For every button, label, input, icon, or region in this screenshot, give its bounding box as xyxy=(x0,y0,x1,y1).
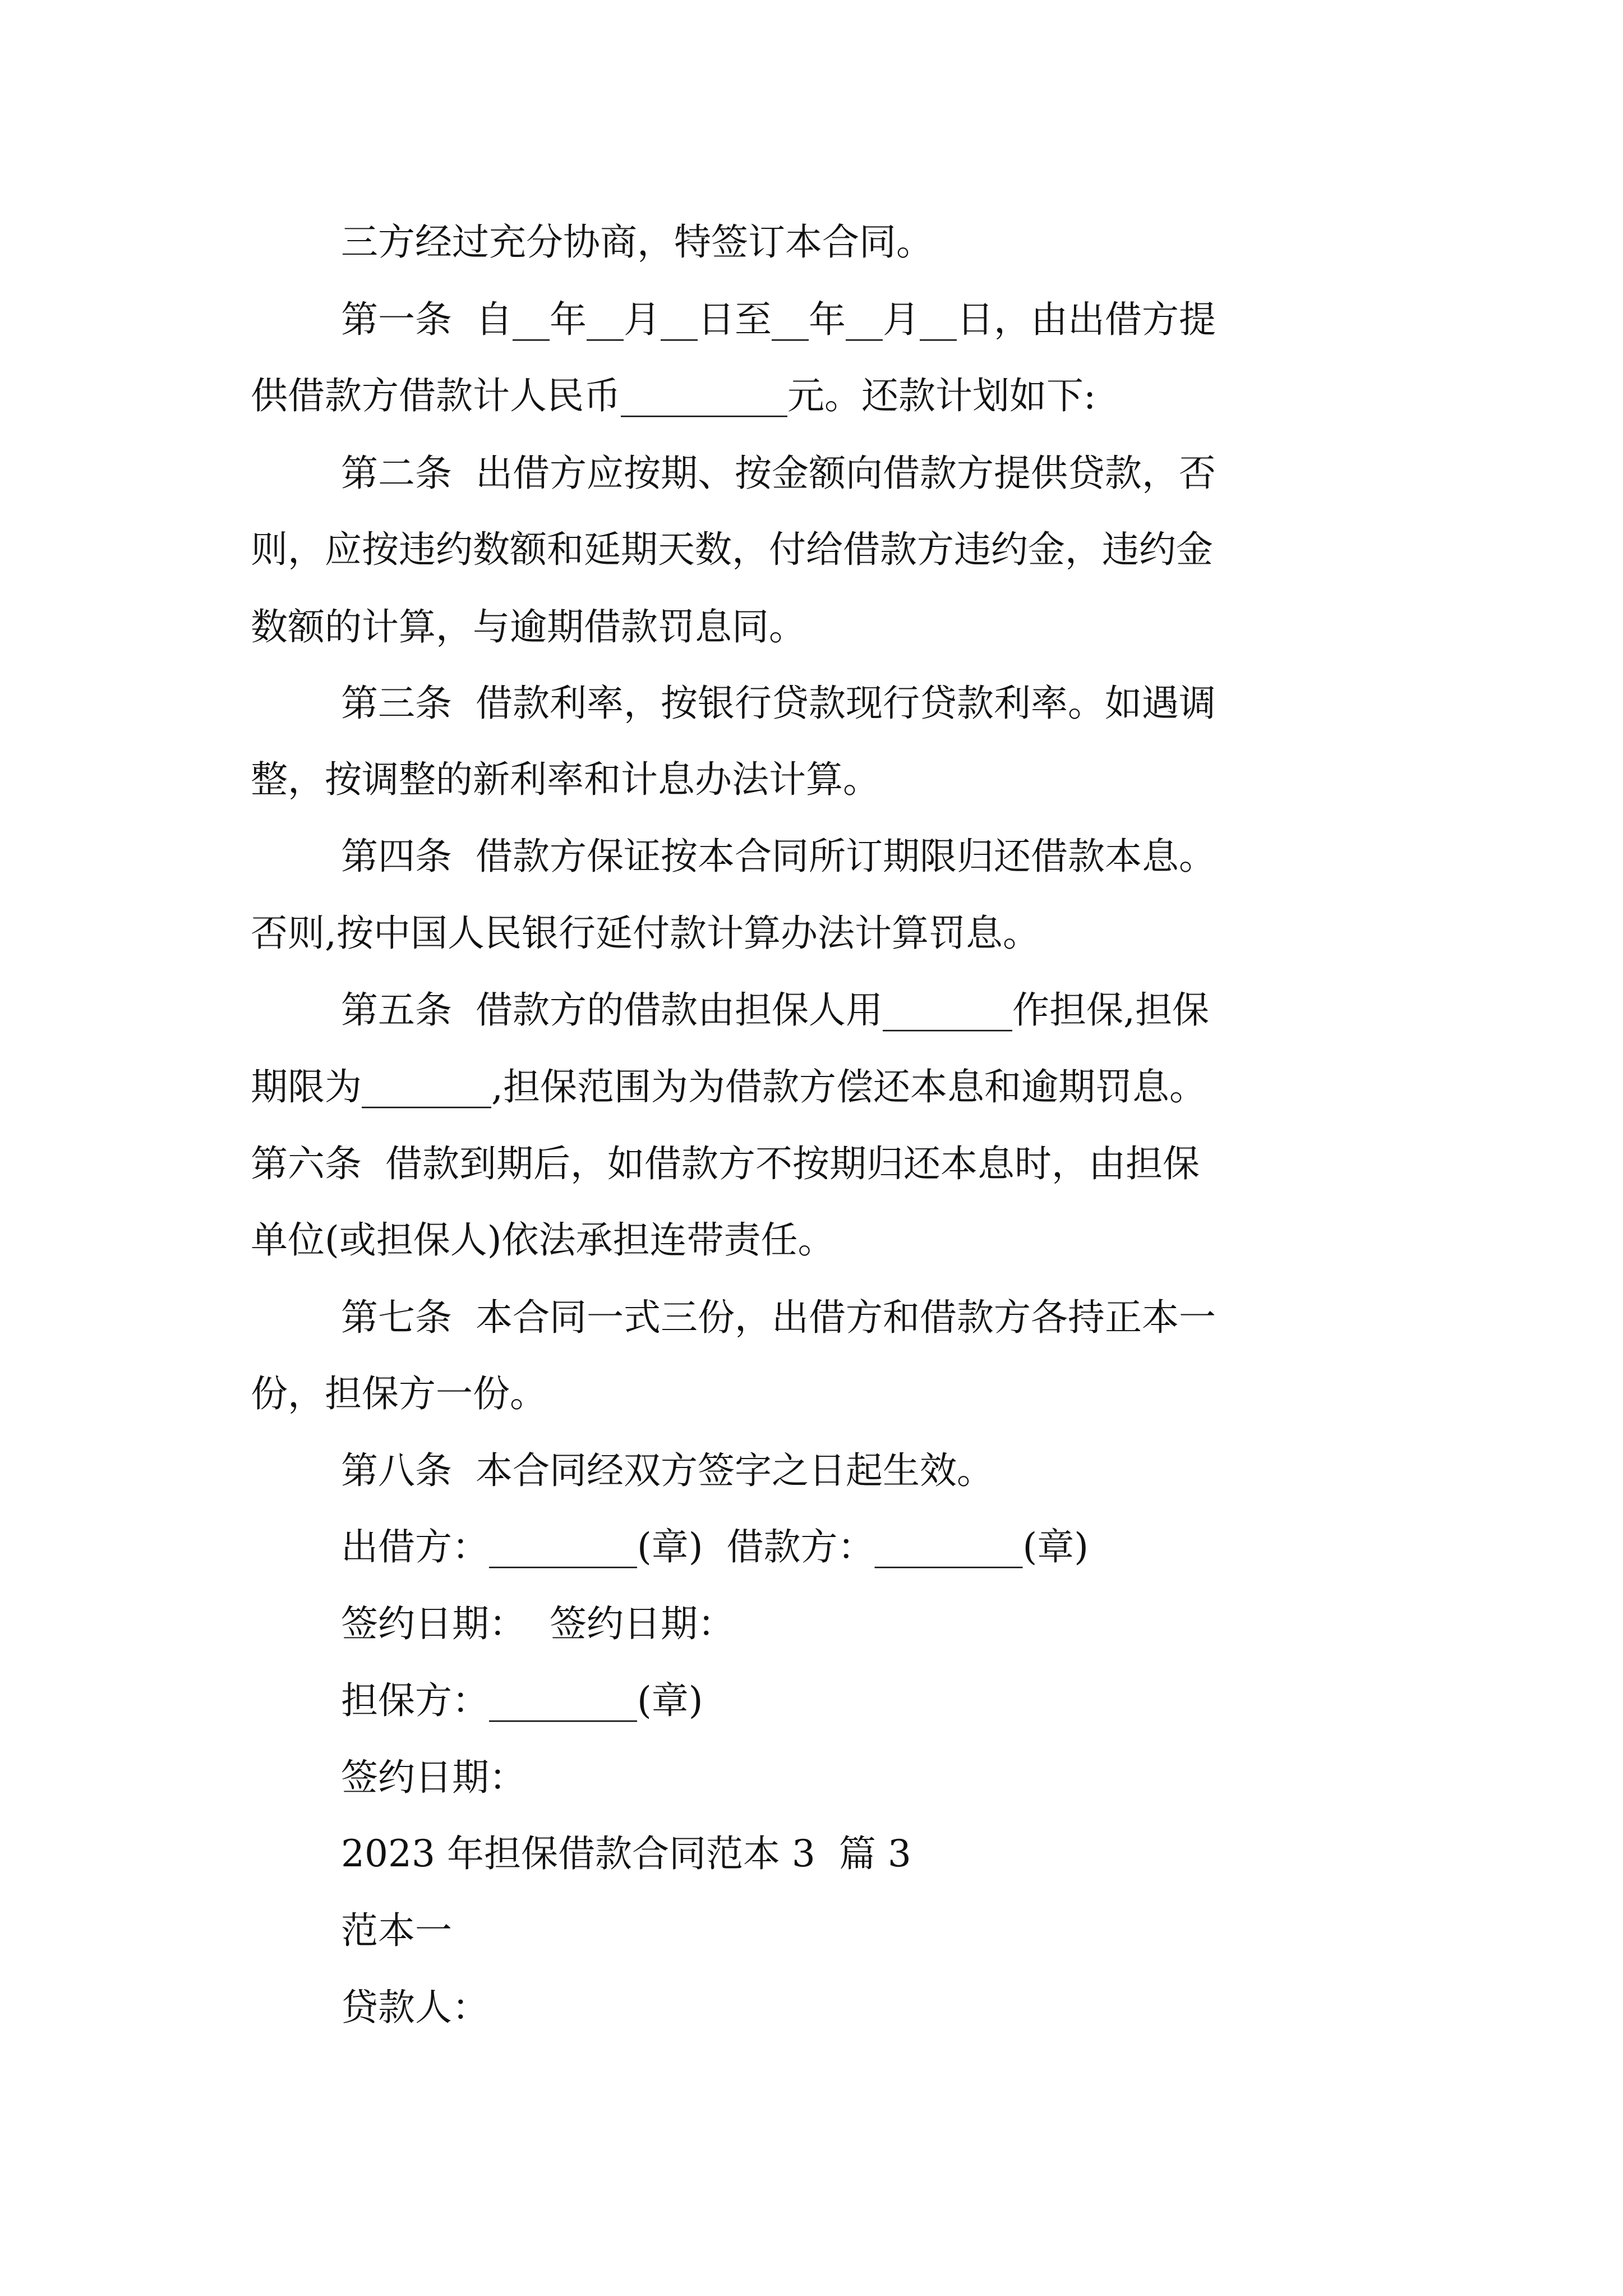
article-7-line-1: 第七条 本合同一式三份，出借方和借款方各持正本一 xyxy=(341,1296,1216,1339)
section-heading: 2023 年担保借款合同范本 3 篇 3 xyxy=(341,1832,911,1875)
article-6-line-1: 第六条 借款到期后，如借款方不按期归还本息时，由担保 xyxy=(251,1142,1200,1185)
article-3-line-1: 第三条 借款利率，按银行贷款现行贷款利率。如遇调 xyxy=(341,682,1216,725)
lender-field-label: 贷款人： xyxy=(341,1986,489,2029)
paragraph-intro: 三方经过充分协商，特签订本合同。 xyxy=(341,220,933,264)
article-8: 第八条 本合同经双方签字之日起生效。 xyxy=(341,1449,994,1492)
template-title: 范本一 xyxy=(341,1909,452,1952)
article-2-line-3: 数额的计算，与逾期借款罚息同。 xyxy=(251,605,806,648)
article-1-line-1: 第一条 自__年__月__日至__年__月__日，由出借方提 xyxy=(341,298,1216,341)
signature-guarantor: 担保方：________(章) xyxy=(341,1679,703,1722)
article-5-line-2: 期限为_______,担保范围为为借款方偿还本息和逾期罚息。 xyxy=(251,1065,1206,1108)
article-3-line-2: 整，按调整的新利率和计息办法计算。 xyxy=(251,758,880,801)
article-5-line-1: 第五条 借款方的借款由担保人用_______作担保,担保 xyxy=(341,988,1209,1032)
signing-dates: 签约日期： 签约日期： xyxy=(341,1602,735,1645)
article-1-line-2: 供借款方借款计人民币_________元。还款计划如下: xyxy=(251,374,1096,417)
signing-date-guarantor: 签约日期： xyxy=(341,1756,526,1799)
article-7-line-2: 份，担保方一份。 xyxy=(251,1372,547,1415)
article-4-line-1: 第四条 借款方保证按本合同所订期限归还借款本息。 xyxy=(341,835,1216,878)
article-2-line-1: 第二条 出借方应按期、按金额向借款方提供贷款，否 xyxy=(341,452,1216,495)
article-6-line-2: 单位(或担保人)依法承担连带责任。 xyxy=(251,1218,835,1262)
article-2-line-2: 则，应按违约数额和延期天数，付给借款方违约金，违约金 xyxy=(251,528,1213,571)
article-4-line-2: 否则,按中国人民银行延付款计算办法计算罚息。 xyxy=(251,912,1040,955)
signature-lender-borrower: 出借方：________(章) 借款方：________(章) xyxy=(341,1525,1089,1568)
